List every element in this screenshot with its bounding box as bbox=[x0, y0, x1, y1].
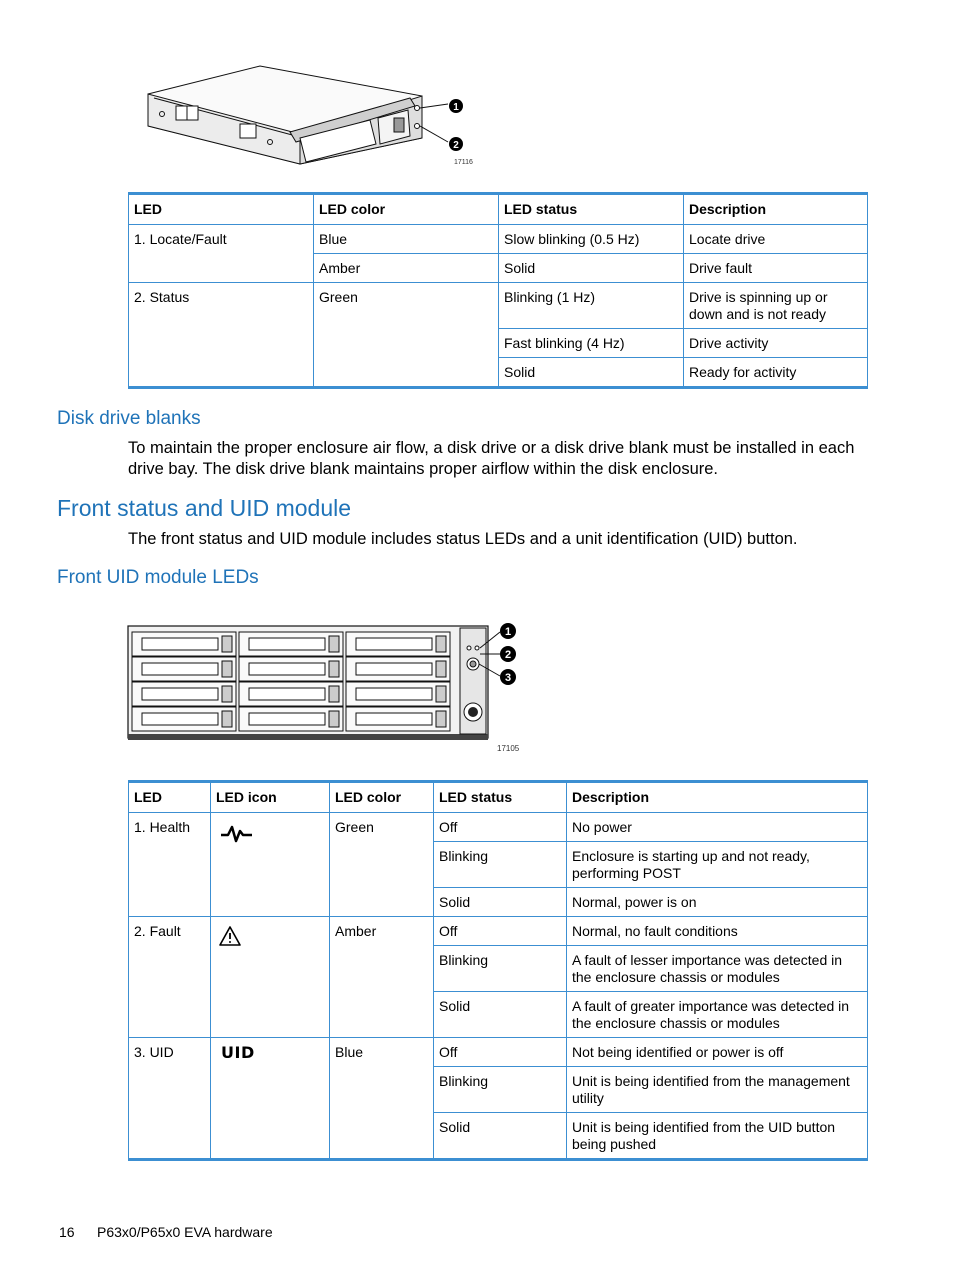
disk-drive-blanks-paragraph: To maintain the proper enclosure air flow, a disk drive or a disk drive blank must be installed in each drive bay. The disk drive blank maintains proper airflow within the disk enclosure. bbox=[128, 439, 855, 478]
led-cell: 3. UID bbox=[129, 1038, 211, 1160]
column-header: LED icon bbox=[211, 782, 330, 813]
table-row bbox=[129, 1038, 868, 1067]
description-cell: Drive fault bbox=[684, 254, 868, 283]
description-cell: No power bbox=[567, 813, 868, 842]
color-cell: Blue bbox=[314, 225, 499, 254]
description-cell: Drive activity bbox=[684, 329, 868, 358]
status-cell: Blinking bbox=[434, 1067, 567, 1113]
drive-bay bbox=[239, 632, 343, 656]
color-cell: Green bbox=[330, 813, 434, 917]
callout-1: 1 bbox=[504, 626, 512, 638]
column-header: LED color bbox=[330, 782, 434, 813]
led-cell: 1. Health bbox=[129, 813, 211, 917]
status-cell: Solid bbox=[499, 358, 684, 388]
led-cell: 1. Locate/Fault bbox=[129, 225, 314, 283]
drive-bay bbox=[132, 707, 236, 731]
drive-bay bbox=[346, 682, 450, 706]
led-cell: 2. Status bbox=[129, 283, 314, 388]
status-cell: Solid bbox=[434, 888, 567, 917]
description-cell: A fault of lesser importance was detected in the enclosure chassis or modules bbox=[567, 946, 868, 992]
status-cell: Solid bbox=[434, 1113, 567, 1160]
description-cell: Ready for activity bbox=[684, 358, 868, 388]
description-cell: Unit is being identified from the UID button being pushed bbox=[567, 1113, 868, 1160]
enclosure-front-illustration bbox=[126, 618, 526, 758]
description-cell: Locate drive bbox=[684, 225, 868, 254]
description-cell: Not being identified or power is off bbox=[567, 1038, 868, 1067]
table-row bbox=[129, 283, 868, 329]
warning-triangle-icon bbox=[216, 923, 324, 949]
uid-icon: UID bbox=[221, 1043, 255, 1062]
status-cell: Off bbox=[434, 917, 567, 946]
callout-2: 2 bbox=[453, 140, 459, 151]
footer-title: P63x0/P65x0 EVA hardware bbox=[97, 1224, 273, 1240]
column-header: LED color bbox=[314, 194, 499, 225]
status-cell: Blinking bbox=[434, 842, 567, 888]
drive-bay bbox=[239, 657, 343, 681]
status-cell: Off bbox=[434, 1038, 567, 1067]
description-cell: Unit is being identified from the management utility bbox=[567, 1067, 868, 1113]
led-icon-cell bbox=[211, 813, 330, 917]
column-header: LED status bbox=[434, 782, 567, 813]
front-status-uid-paragraph: The front status and UID module includes status LEDs and a unit identification (UID) button. bbox=[128, 530, 798, 548]
drive-bay bbox=[346, 707, 450, 731]
status-cell: Solid bbox=[434, 992, 567, 1038]
figure-code: 17105 bbox=[497, 744, 520, 753]
status-cell: Blinking bbox=[434, 946, 567, 992]
column-header: Description bbox=[684, 194, 868, 225]
description-cell: A fault of greater importance was detected in the enclosure chassis or modules bbox=[567, 992, 868, 1038]
description-cell: Normal, power is on bbox=[567, 888, 868, 917]
callout-2: 2 bbox=[504, 649, 512, 661]
led-cell: 2. Fault bbox=[129, 917, 211, 1038]
led-icon-cell bbox=[211, 1038, 330, 1160]
front-uid-led-table bbox=[128, 780, 868, 1161]
page-number: 16 bbox=[59, 1224, 75, 1240]
drive-bay bbox=[239, 707, 343, 731]
subheading-front-uid-module-leds: Front UID module LEDs bbox=[57, 567, 259, 588]
table-row bbox=[129, 225, 868, 254]
color-cell: Amber bbox=[330, 917, 434, 1038]
description-cell: Enclosure is starting up and not ready, performing POST bbox=[567, 842, 868, 888]
description-cell: Drive is spinning up or down and is not ready bbox=[684, 283, 868, 329]
color-cell: Blue bbox=[330, 1038, 434, 1160]
status-cell: Slow blinking (0.5 Hz) bbox=[499, 225, 684, 254]
color-cell: Green bbox=[314, 283, 499, 388]
disk-drive-illustration bbox=[140, 62, 480, 172]
drive-bay bbox=[132, 657, 236, 681]
drive-bay bbox=[239, 682, 343, 706]
column-header: LED bbox=[129, 782, 211, 813]
status-cell: Solid bbox=[499, 254, 684, 283]
figure-code: 17116 bbox=[454, 159, 473, 166]
table-row bbox=[129, 813, 868, 842]
color-cell: Amber bbox=[314, 254, 499, 283]
health-pulse-icon bbox=[216, 819, 324, 845]
status-cell: Fast blinking (4 Hz) bbox=[499, 329, 684, 358]
drive-bay bbox=[132, 632, 236, 656]
status-cell: Blinking (1 Hz) bbox=[499, 283, 684, 329]
drive-bay bbox=[346, 632, 450, 656]
drive-bay bbox=[346, 657, 450, 681]
section-heading-front-status-uid: Front status and UID module bbox=[57, 495, 352, 521]
callout-1: 1 bbox=[453, 102, 459, 113]
section-heading-disk-drive-blanks: Disk drive blanks bbox=[57, 408, 201, 429]
column-header: LED bbox=[129, 194, 314, 225]
disk-drive-led-table bbox=[128, 192, 868, 389]
column-header: Description bbox=[567, 782, 868, 813]
status-cell: Off bbox=[434, 813, 567, 842]
table-row bbox=[129, 917, 868, 946]
led-icon-cell bbox=[211, 917, 330, 1038]
drive-bay bbox=[132, 682, 236, 706]
description-cell: Normal, no fault conditions bbox=[567, 917, 868, 946]
column-header: LED status bbox=[499, 194, 684, 225]
callout-3: 3 bbox=[504, 672, 512, 684]
